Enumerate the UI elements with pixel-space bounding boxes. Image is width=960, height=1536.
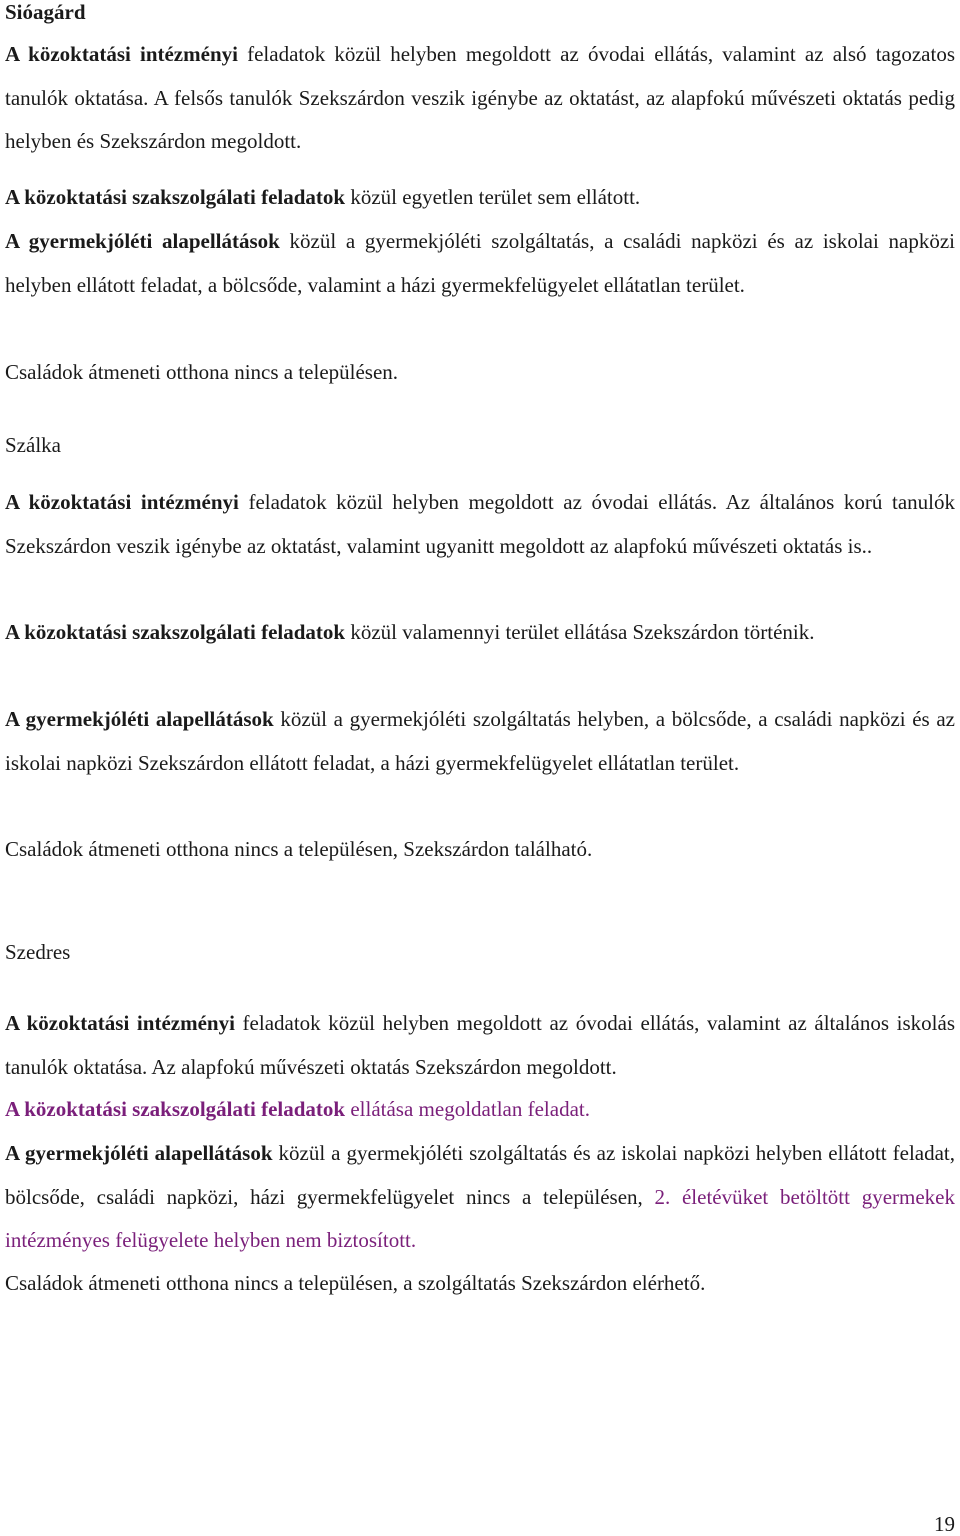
paragraph-child-welfare bbox=[5, 1132, 955, 1263]
paragraph-special-services bbox=[5, 611, 955, 655]
bold-term: A gyermekjóléti alapellátások bbox=[5, 707, 274, 731]
paragraph-text: ellátása megoldatlan feladat. bbox=[345, 1097, 590, 1121]
bold-term: A gyermekjóléti alapellátások bbox=[5, 1141, 273, 1165]
paragraph-child-welfare bbox=[5, 698, 955, 785]
paragraph-education-institutions bbox=[5, 481, 955, 568]
highlighted-text: 2. életévüket betöltött gyermekek intézményes felügyelete helyben nem biztosított. bbox=[5, 1184, 955, 1252]
paragraph-text: közül a gyermekjóléti szolgáltatás helyben, a bölcsőde, a családi napközi és az iskolai napközi Szekszárdon ellátott feladat, a házi gyermekfelügyelet ellátatlan terület. bbox=[5, 707, 955, 775]
paragraph-family-shelter: Családok átmeneti otthona nincs a településen. bbox=[5, 360, 399, 384]
page-number: 19 bbox=[934, 1512, 955, 1536]
paragraph-text: közül valamennyi terület ellátása Szekszárdon történik. bbox=[345, 620, 815, 644]
section-heading-sioagard: Sióagárd bbox=[5, 0, 86, 24]
bold-term: A közoktatási szakszolgálati feladatok bbox=[5, 620, 346, 644]
bold-term: A közoktatási intézményi bbox=[5, 490, 239, 514]
paragraph-text: feladatok közül helyben megoldott az óvodai ellátás, valamint az általános iskolás tanulók oktatása. Az alapfokú művészeti oktatás Szekszárdon megoldott. bbox=[5, 1011, 956, 1079]
paragraph-family-shelter: Családok átmeneti otthona nincs a településen, Szekszárdon található. bbox=[5, 837, 593, 861]
section-heading-szalka: Szálka bbox=[5, 433, 61, 457]
bold-term: A közoktatási szakszolgálati feladatok bbox=[5, 185, 346, 209]
paragraph-child-welfare bbox=[5, 220, 955, 307]
paragraph-text: közül a gyermekjóléti szolgáltatás, a családi napközi és az iskolai napközi helyben ellátott feladat, a bölcsőde, valamint a házi gyermekfelügyelet ellátatlan terület. bbox=[5, 229, 956, 297]
paragraph-family-shelter: Családok átmeneti otthona nincs a településen, a szolgáltatás Szekszárdon elérhető. bbox=[5, 1271, 706, 1295]
section-heading-szedres: Szedres bbox=[5, 940, 71, 964]
paragraph-text: feladatok közül helyben megoldott az óvodai ellátás, valamint az alsó tagozatos tanulók oktatása. A felsős tanulók Szekszárdon veszik igénybe az oktatást, az alapfokú művészeti oktatás pedig helyben és Szekszárdon megoldott. bbox=[5, 42, 955, 153]
bold-term: A közoktatási szakszolgálati feladatok bbox=[5, 1097, 346, 1121]
paragraph-education-institutions bbox=[5, 33, 955, 164]
bold-term: A gyermekjóléti alapellátások bbox=[5, 229, 280, 253]
paragraph-text: közül a gyermekjóléti szolgáltatás és az iskolai napközi helyben ellátott feladat, bölcsőde, családi napközi, házi gyermekfelügyelet nincs a településen, bbox=[5, 1141, 956, 1209]
paragraph-text: feladatok közül helyben megoldott az óvodai ellátás. Az általános korú tanulók Szekszárdon veszik igénybe az oktatást, valamint ugyanitt megoldott az alapfokú művészeti oktatás is.. bbox=[5, 490, 955, 558]
paragraph-text: közül egyetlen terület sem ellátott. bbox=[345, 185, 641, 209]
bold-term: A közoktatási intézményi bbox=[5, 42, 238, 66]
paragraph-special-services bbox=[5, 1088, 955, 1132]
bold-term: A közoktatási intézményi bbox=[5, 1011, 235, 1035]
paragraph-education-institutions bbox=[5, 1002, 955, 1089]
paragraph-special-services bbox=[5, 176, 955, 220]
